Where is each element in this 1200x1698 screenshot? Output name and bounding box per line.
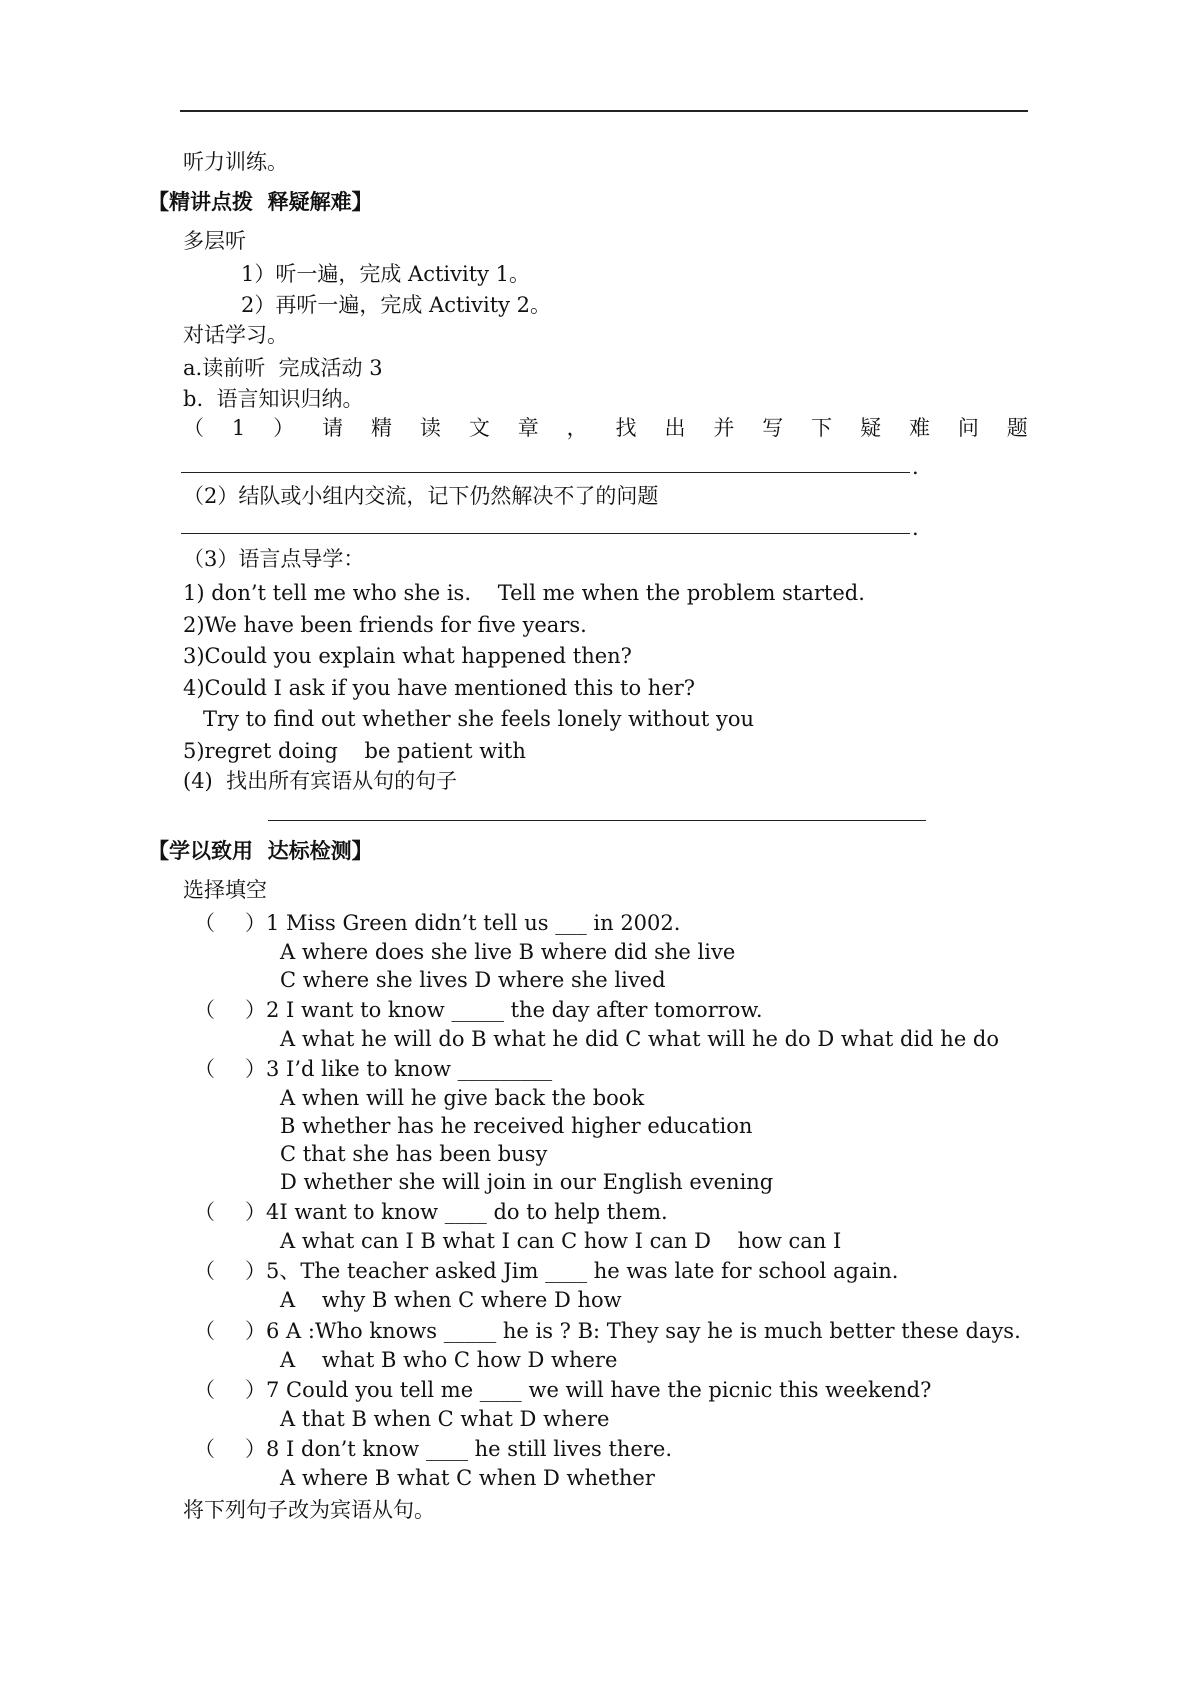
item1-char: 请 [322,416,344,440]
answer-paren[interactable]: （ [194,911,215,935]
item1-char: 难 [908,416,930,440]
item1-char: 题 [1006,416,1028,440]
answer-paren[interactable]: （ [194,1057,215,1081]
answer-blank-line-2[interactable] [181,533,910,534]
question-1-stem: ）1 Miss Green didn’t tell us ___ in 2002. [245,911,681,935]
question-7-options: A that B when C what D where [280,1407,610,1431]
question-3-option-b: B whether has he received higher education [280,1114,753,1138]
item1-char: 1 [231,416,246,440]
language-point-4b: Try to find out whether she feels lonely without you [183,707,755,731]
item1-char: 找 [615,416,637,440]
listen-step-2: 2）再听一遍，完成 Activity 2。 [241,293,552,317]
question-7-stem: ）7 Could you tell me ____ we will have the picnic this weekend? [245,1378,932,1402]
question-2-options: A what he will do B what he did C what will he do D what did he do [280,1027,1000,1051]
question-2-stem: ）2 I want to know _____ the day after tomorrow. [245,998,763,1022]
question-3-option-c: C that she has been busy [280,1142,548,1166]
question-5-stem: ）5、The teacher asked Jim ____ he was late for school again. [245,1259,899,1283]
header-rule [180,110,1028,112]
question-3-option-d: D whether she will join in our English evening [280,1170,774,1194]
item1-char: 出 [664,416,686,440]
language-point-1: 1) don’t tell me who she is. Tell me when the problem started. [183,581,865,605]
intro-text: 听力训练。 [183,150,288,174]
answer-paren[interactable]: （ [194,1378,215,1402]
multiple-choice-label: 选择填空 [183,878,267,902]
step-a: a.读前听 完成活动 3 [183,356,383,380]
period-mark: . [912,455,919,479]
answer-paren[interactable]: （ [194,1437,215,1461]
answer-paren[interactable]: （ [194,1259,215,1283]
item1-char: ， [566,416,588,440]
item1-spaced-line [183,415,1028,441]
question-8-stem: ）8 I don’t know ____ he still lives there. [245,1437,673,1461]
question-5-options: A why B when C where D how [280,1288,622,1312]
item3-text: （3）语言点导学： [183,547,365,571]
answer-paren[interactable]: （ [194,1200,215,1224]
rewrite-instruction: 将下列句子改为宾语从句。 [183,1498,435,1522]
answer-paren[interactable]: （ [194,998,215,1022]
item1-char: 问 [957,416,979,440]
answer-blank-line-1[interactable] [181,472,910,473]
question-6-stem: ）6 A :Who knows _____ he is ? B: They say he is much better these days. [245,1319,1021,1343]
question-6-options: A what B who C how D where [280,1348,618,1372]
question-4-options: A what can I B what I can C how I can D how can I [280,1229,842,1253]
question-3-option-a: A when will he give back the book [280,1086,645,1110]
item1-char: 并 [713,416,735,440]
item1-char: 疑 [860,416,882,440]
language-point-3: 3)Could you explain what happened then? [183,644,632,668]
item4-text: (4) 找出所有宾语从句的句子 [183,769,458,793]
item1-char: ） [273,416,295,440]
multi-listen-label: 多层听 [183,229,246,253]
section-heading-explanation: 【精讲点拨 释疑解难】 [148,189,373,214]
item1-char: 读 [419,416,441,440]
item1-char: 下 [811,416,833,440]
question-3-stem: ）3 I’d like to know _________ [245,1057,553,1081]
answer-paren[interactable]: （ [194,1319,215,1343]
dialogue-label: 对话学习。 [183,323,288,347]
question-1-options-2: C where she lives D where she lived [280,968,666,992]
question-1-options-1: A where does she live B where did she live [280,940,736,964]
section-heading-practice: 【学以致用 达标检测】 [148,838,373,863]
listen-step-1: 1）听一遍，完成 Activity 1。 [241,262,531,286]
question-8-options: A where B what C when D whether [280,1466,655,1490]
item1-char: 写 [762,416,784,440]
item1-char: 精 [371,416,392,440]
language-point-5: 5)regret doing be patient with [183,739,526,763]
question-4-stem: ）4I want to know ____ do to help them. [245,1200,668,1224]
item2-text: （2）结队或小组内交流，记下仍然解决不了的问题 [183,484,659,508]
answer-blank-line-3[interactable] [268,820,926,821]
language-point-4: 4)Could I ask if you have mentioned this to her? [183,676,696,700]
item1-char: 文 [468,416,490,440]
item1-char: （ [183,416,204,440]
step-b: b. 语言知识归纳。 [183,387,364,411]
language-point-2: 2)We have been friends for five years. [183,613,587,637]
item1-char: 章 [517,416,539,440]
period-mark: . [912,516,919,540]
